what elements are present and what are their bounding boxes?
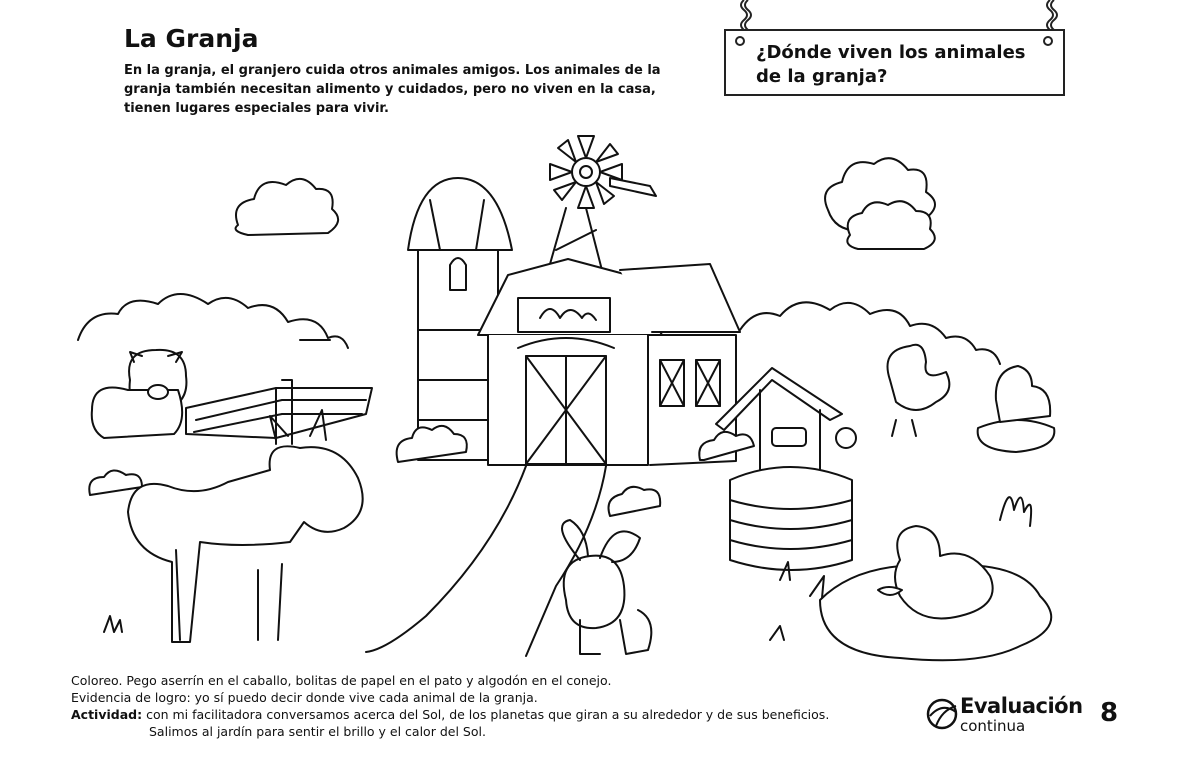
page-title: La Granja (124, 24, 259, 53)
bush (89, 470, 142, 495)
rooster (888, 345, 950, 410)
silo-window (450, 258, 466, 290)
cloud-icon (236, 179, 339, 235)
hen-nest (978, 420, 1055, 452)
well-base (730, 467, 852, 570)
activity-text: con mi facilitadora conversamos acerca del Sol, de los planetas que giran a su alrededor y de sus beneficios. (142, 707, 830, 722)
footer-instructions (71, 672, 829, 740)
duck (895, 526, 993, 619)
fence-pen (186, 380, 372, 444)
bush (609, 487, 661, 516)
intro-line: tienen lugares especiales para vivir. (124, 101, 389, 116)
hen (996, 366, 1050, 422)
page-number: 8 (1100, 698, 1119, 728)
path (366, 466, 606, 656)
rabbit (564, 556, 625, 629)
footer-line: Coloreo. Pego aserrín en el caballo, bolitas de papel en el pato y algodón en el conejo. (71, 673, 612, 688)
globe-icon (926, 698, 958, 730)
evaluation-logo (926, 694, 1083, 736)
silo-dome (408, 178, 512, 250)
sign-line: ¿Dónde viven los animales (756, 42, 1026, 63)
hay-door (518, 298, 610, 332)
sign-line: de la granja? (756, 66, 888, 87)
footer-line: Evidencia de logro: yo sí puedo decir donde vive cada animal de la granja. (71, 690, 538, 705)
intro-line: En la granja, el granjero cuida otros animales amigos. Los animales de la (124, 63, 661, 78)
logo-word-continua: continua (960, 717, 1026, 735)
footer-line: Salimos al jardín para sentir el brillo y el calor del Sol. (149, 724, 486, 739)
well-crank (772, 428, 806, 446)
intro-line: granja también necesitan alimento y cuidados, pero no viven en la casa, (124, 82, 656, 97)
horse (128, 446, 363, 642)
footer-activity-line (71, 706, 829, 723)
logo-word-evaluacion: Evaluación (960, 694, 1083, 718)
activity-label: Actividad: (71, 707, 143, 722)
